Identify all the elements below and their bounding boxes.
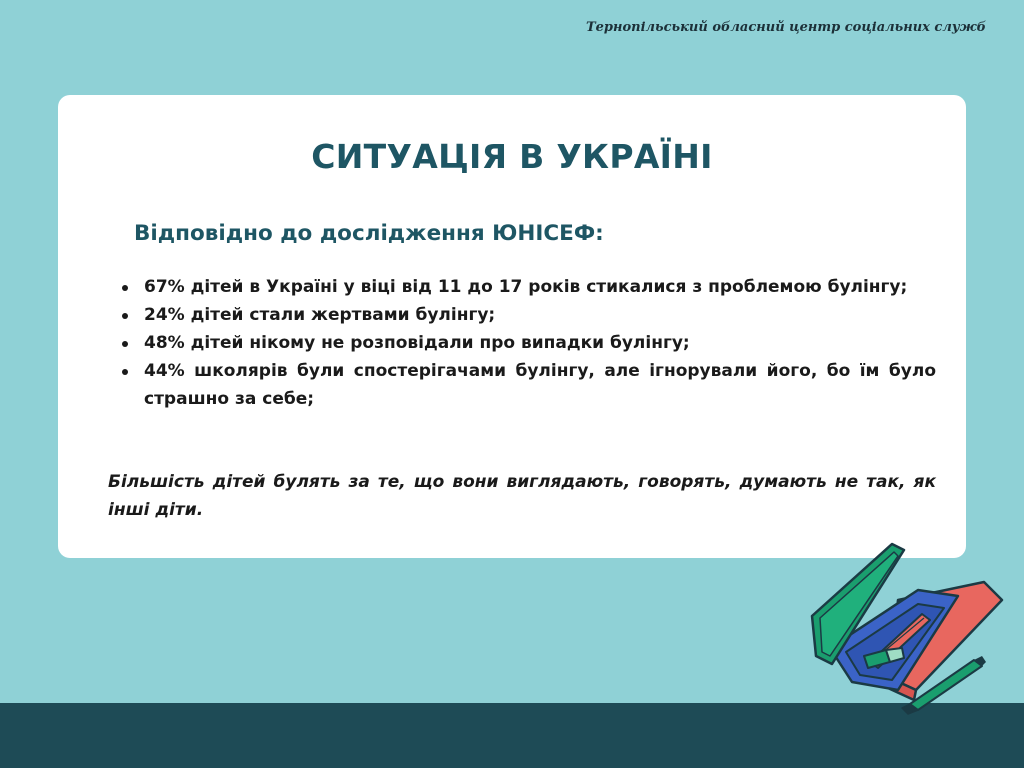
pencil-case-icon xyxy=(806,538,1006,716)
list-item: 67% дітей в Україні у віці від 11 до 17 років стикалися з проблемою булінгу; xyxy=(144,273,936,301)
subtitle: Відповідно до дослідження ЮНІСЕФ: xyxy=(134,221,604,246)
facts-list xyxy=(144,273,936,413)
summary-note: Більшість дітей булять за те, що вони виглядають, говорять, думають не так, як інші діти. xyxy=(108,472,936,520)
content-card xyxy=(58,95,966,558)
list-item: 24% дітей стали жертвами булінгу; xyxy=(144,301,936,329)
list-item: 48% дітей нікому не розповідали про випадки булінгу; xyxy=(144,329,936,357)
page-title: СИТУАЦІЯ В УКРАЇНІ xyxy=(311,137,713,176)
list-item: 44% школярів були спостерігачами булінгу, але ігнорували його, бо їм було страшно за себе; xyxy=(144,357,936,413)
organization-name: Тернопільський обласний центр соціальних служб xyxy=(585,20,986,35)
